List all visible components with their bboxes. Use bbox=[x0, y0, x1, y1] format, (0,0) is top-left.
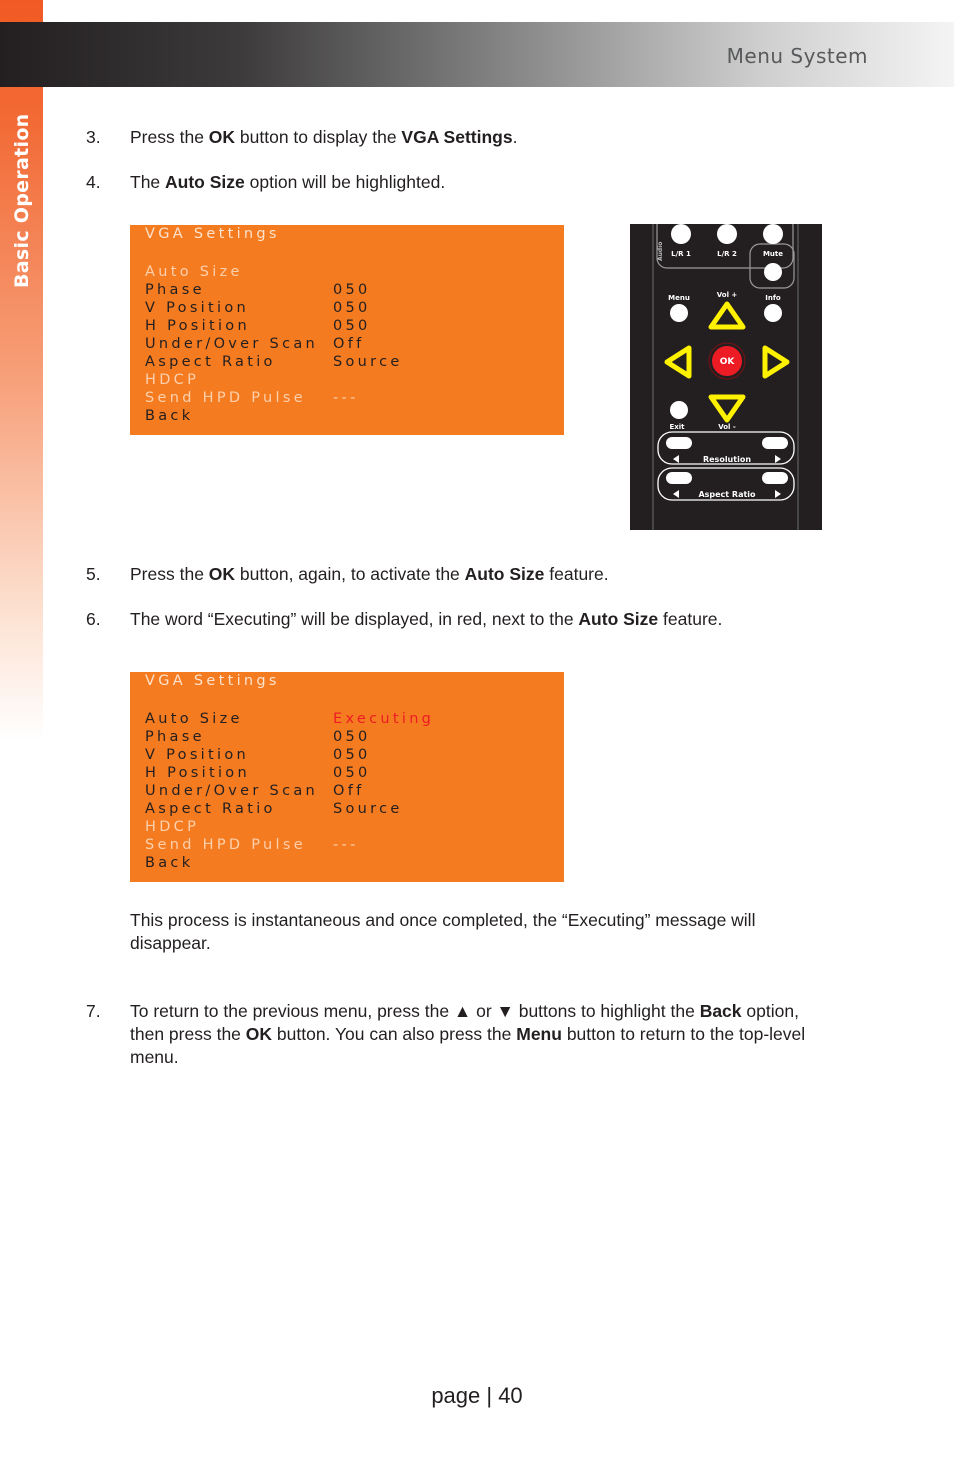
osd-row-aspect-ratio: Aspect Ratio Source bbox=[145, 354, 403, 370]
side-tab bbox=[0, 0, 43, 740]
osd-row-phase: Phase 050 bbox=[145, 729, 371, 745]
step-text: The word “Executing” will be displayed, in red, next to the Auto Size feature. bbox=[130, 609, 723, 629]
svg-text:Exit: Exit bbox=[669, 423, 685, 431]
svg-text:L/R 1: L/R 1 bbox=[671, 250, 691, 258]
osd-title: VGA Settings bbox=[145, 673, 280, 689]
step-text: The Auto Size option will be highlighted. bbox=[130, 172, 446, 192]
step-number: 6. bbox=[86, 609, 101, 629]
osd-row-h-position: H Position 050 bbox=[145, 765, 371, 781]
osd-row-under-over-scan: Under/Over Scan Off bbox=[145, 783, 365, 799]
step-text: Press the OK button, again, to activate the Auto Size feature. bbox=[130, 564, 609, 584]
step-text: To return to the previous menu, press the ▲ or ▼ buttons to highlight the Back option, then press the OK button. You can also press the Menu button to return to the top-level menu. bbox=[130, 1001, 806, 1067]
note-paragraph: This process is instantaneous and once completed, the “Executing” message will disappear. bbox=[130, 910, 756, 953]
svg-text:Aspect Ratio: Aspect Ratio bbox=[698, 490, 756, 499]
step-text: Press the OK button to display the VGA Settings. bbox=[130, 127, 518, 147]
svg-text:Resolution: Resolution bbox=[702, 455, 752, 464]
osd-vga-settings-highlighted bbox=[130, 225, 564, 435]
osd-row-auto-size: Auto Size bbox=[145, 264, 243, 280]
svg-text:L/R 2: L/R 2 bbox=[717, 250, 737, 258]
osd-title: VGA Settings bbox=[145, 226, 280, 242]
step-number: 4. bbox=[86, 172, 101, 192]
step-number: 5. bbox=[86, 564, 101, 584]
osd-row-hdcp: HDCP bbox=[145, 819, 200, 835]
svg-text:Audio: Audio bbox=[657, 241, 664, 261]
step-number: 7. bbox=[86, 1001, 101, 1021]
svg-text:Vol +: Vol + bbox=[716, 291, 738, 299]
executing-status: Executing bbox=[333, 711, 435, 727]
osd-row-h-position: H Position 050 bbox=[145, 318, 371, 334]
page-title: Menu System bbox=[726, 44, 868, 68]
svg-text:Mute: Mute bbox=[762, 250, 784, 258]
osd-row-back: Back bbox=[145, 855, 194, 871]
svg-text:Info: Info bbox=[765, 294, 781, 302]
svg-text:Vol -: Vol - bbox=[718, 423, 736, 431]
osd-vga-settings-executing bbox=[130, 672, 564, 882]
osd-row-v-position: V Position 050 bbox=[145, 747, 371, 763]
osd-row-send-hpd-pulse: Send HPD Pulse --- bbox=[145, 390, 359, 406]
page-number: page | 40 bbox=[431, 1383, 523, 1408]
remote-control-image bbox=[630, 224, 822, 530]
osd-row-under-over-scan: Under/Over Scan Off bbox=[145, 336, 365, 352]
svg-text:OK: OK bbox=[719, 357, 735, 367]
step-number: 3. bbox=[86, 127, 101, 147]
osd-row-phase: Phase 050 bbox=[145, 282, 371, 298]
osd-row-hdcp: HDCP bbox=[145, 372, 200, 388]
section-label: Basic Operation bbox=[11, 113, 33, 288]
osd-row-back: Back bbox=[145, 408, 194, 424]
osd-row-v-position: V Position 050 bbox=[145, 300, 371, 316]
osd-row-auto-size: Auto Size Executing bbox=[145, 711, 435, 727]
osd-row-send-hpd-pulse: Send HPD Pulse --- bbox=[145, 837, 359, 853]
osd-row-aspect-ratio: Aspect Ratio Source bbox=[145, 801, 403, 817]
svg-text:Menu: Menu bbox=[668, 294, 690, 302]
